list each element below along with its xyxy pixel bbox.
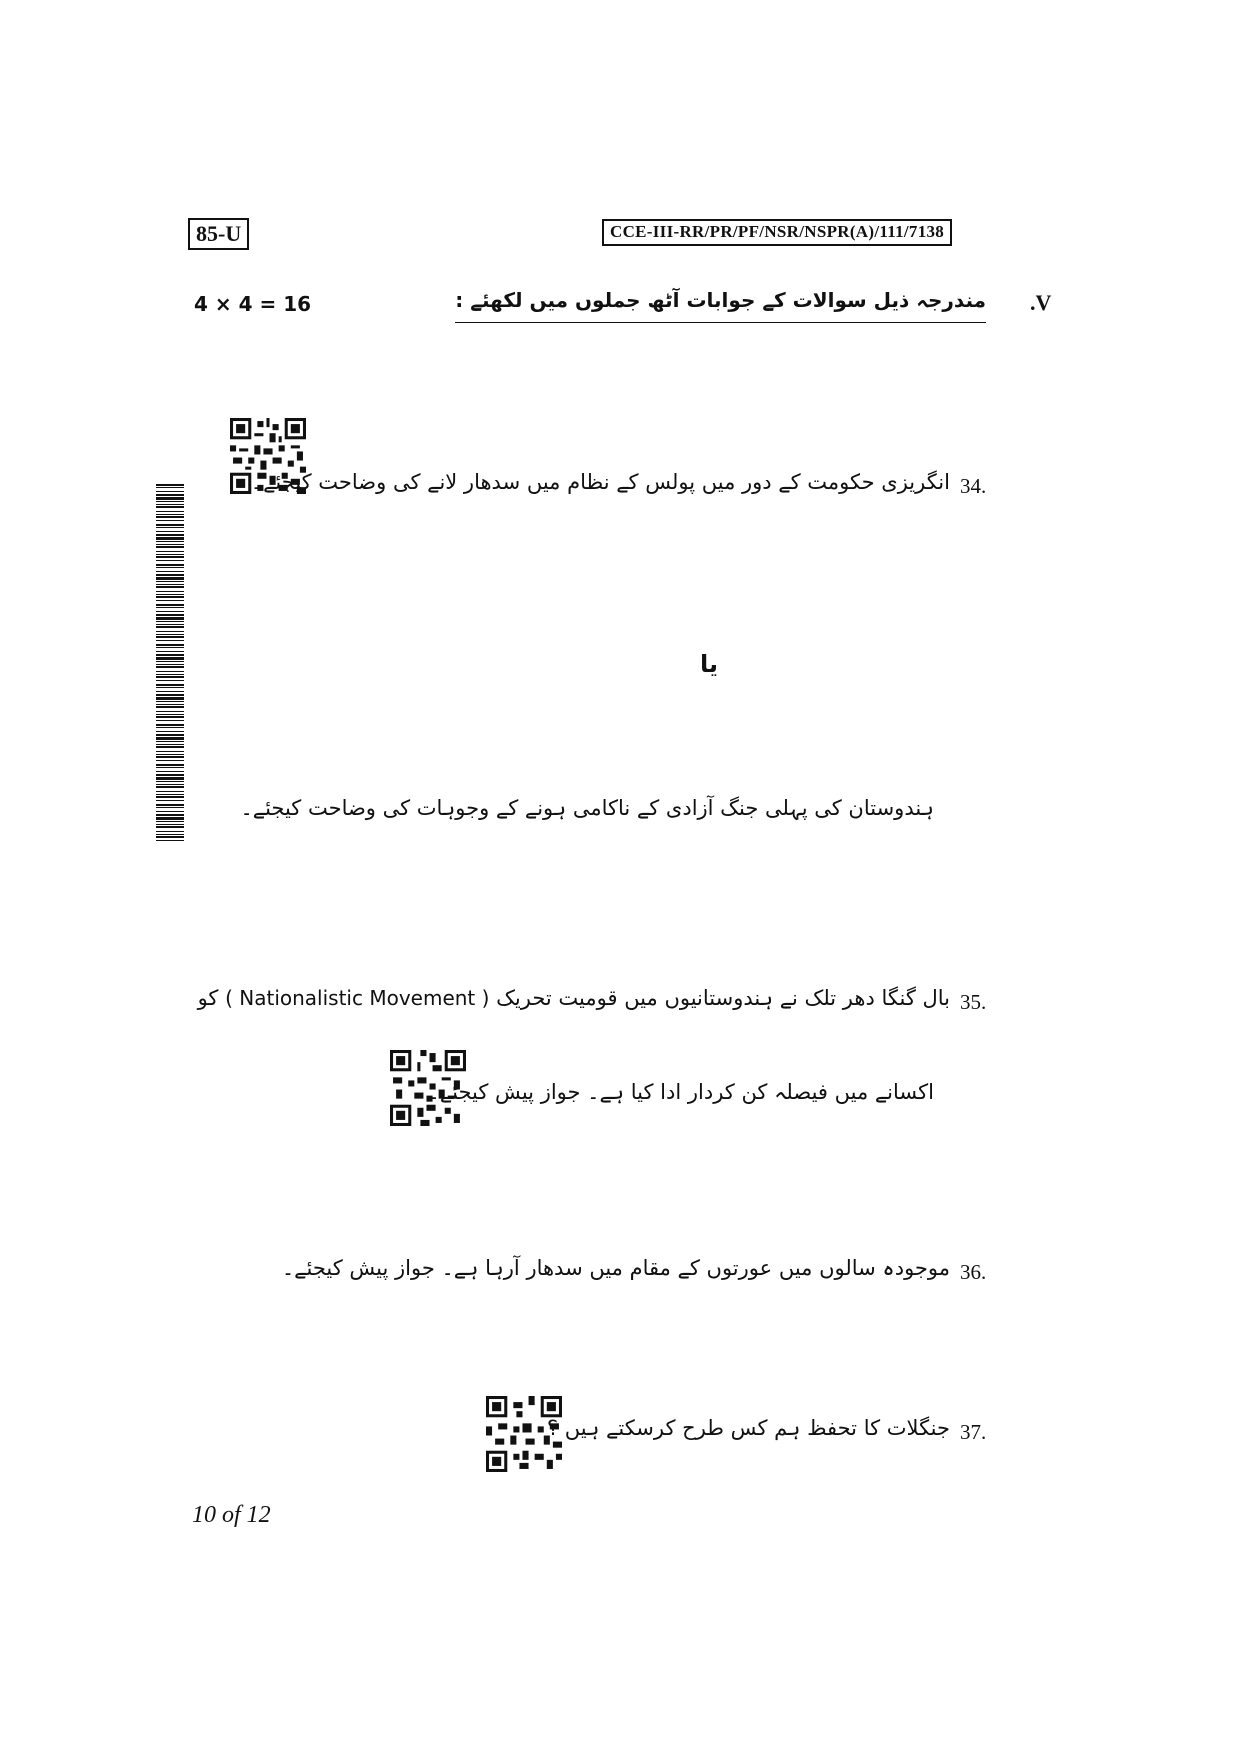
question-35-english-term: ( Nationalistic Movement )	[225, 986, 490, 1010]
question-34-alternative: ہندوستان کی پہلی جنگ آزادی کے ناکامی ہونے کے وجوہات کی وضاحت کیجئے۔	[240, 796, 934, 820]
question-34-text: انگریزی حکومت کے دور میں پولس کے نظام میں سدھار لانے کی وضاحت کیجئے۔	[250, 470, 950, 494]
section-number: .V	[1030, 290, 1052, 315]
section-marks: 4 × 4 = 16	[194, 292, 312, 316]
question-35-text-before: بال گنگا دھر تلک نے ہندوستانیوں میں قومیت تحریک	[496, 986, 950, 1010]
question-35-text-after: کو	[197, 986, 219, 1010]
question-35-number: 35.	[960, 990, 987, 1014]
or-label: یا	[700, 650, 719, 678]
series-code-box: CCE-III-RR/PR/PF/NSR/NSPR(A)/111/7138	[602, 219, 952, 246]
page-number: 10 of 12	[192, 1502, 271, 1528]
question-37-number: 37.	[960, 1420, 987, 1444]
barcode-icon	[156, 484, 184, 844]
question-35-text	[198, 986, 950, 1010]
question-37-text: جنگلات کا تحفظ ہم کس طرح کرسکتے ہیں ؟	[546, 1416, 950, 1440]
question-36-text: موجودہ سالوں میں عورتوں کے مقام میں سدھار آرہا ہے۔ جواز پیش کیجئے۔	[281, 1256, 950, 1280]
section-title: مندرجہ ذیل سوالات کے جوابات آٹھ جملوں میں لکھئے :	[455, 288, 986, 323]
paper-code-box: 85-U	[188, 218, 249, 250]
question-36-number: 36.	[960, 1260, 987, 1284]
question-34-number: 34.	[960, 474, 987, 498]
question-35-line2: اکسانے میں فیصلہ کن کردار ادا کیا ہے۔ جواز پیش کیجئے۔	[427, 1080, 934, 1104]
